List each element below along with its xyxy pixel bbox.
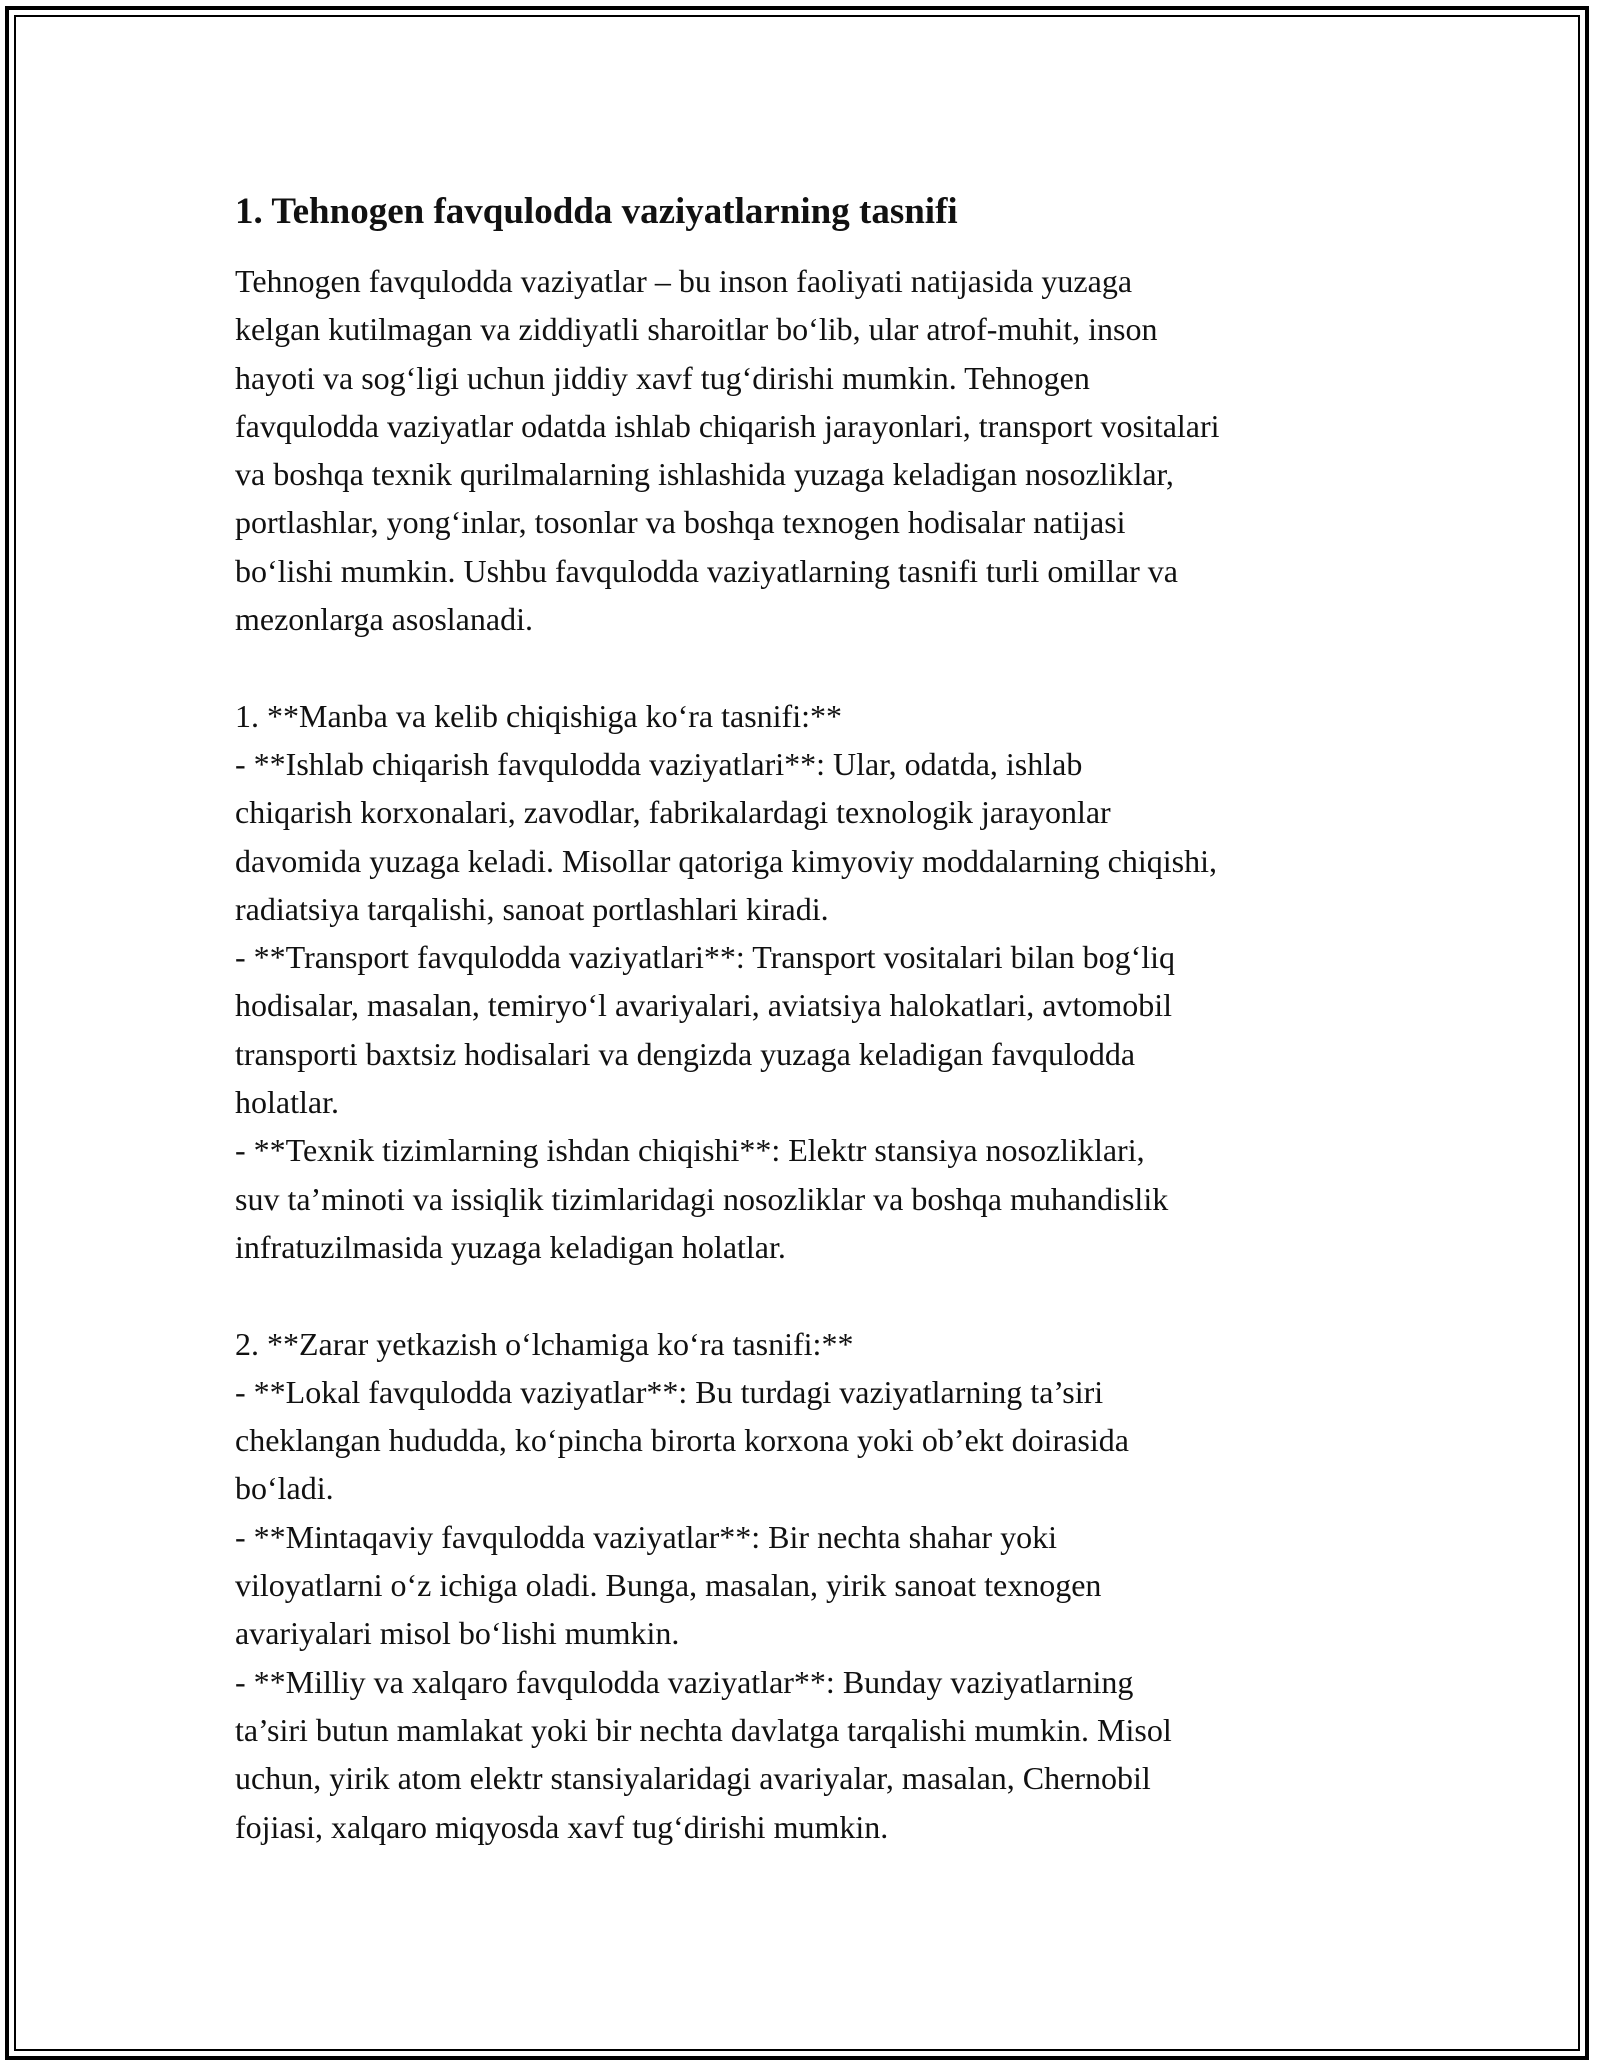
section-heading: 1. Tehnogen favqulodda vaziyatlarning tasnifi [235, 191, 958, 232]
body-text: Tehnogen favqulodda vaziyatlar – bu inson faoliyati natijasida yuzaga kelgan kutilmagan va ziddiyatli sharoitlar bo‘lib, ular atrof-muhit, inson hayoti va sog‘ligi uchun jiddiy xavf tug‘dirishi mumkin. Tehnogen favqulodda vaziyatlar odatda ishlab chiqarish jarayonlari, transport vositalari va boshqa texnik qurilmalarning ishlashida yuzaga keladigan nosozliklar, portlashlar, yong‘inlar, tosonlar va boshqa texnogen hodisalar natijasi bo‘lishi mumkin. Ushbu favqulodda vaziyatlarning tasnifi turli omillar va mezonlarga asoslanadi. 1. **Manba va kelib chiqishiga ko‘ra tasnifi:** - **Ishlab chiqarish favqulodda vaziyatlari**: Ular, odatda, ishlab chiqarish korxonalari, zavodlar, fabrikalardagi texnologik jarayonlar davomida yuzaga keladi. Misollar qatoriga kimyoviy moddalarning chiqishi, radiatsiya tarqalishi, sanoat portlashlari kiradi. - **Transport favqulodda vaziyatlari**: Transport vositalari bilan bog‘liq hodisalar, masalan, temiryo‘l avariyalari, aviatsiya halokatlari, avtomobil transporti baxtsiz hodisalari va dengizda yuzaga keladigan favqulodda holatlar. - **Texnik tizimlarning ishdan chiqishi**: Elektr stansiya nosozliklari, suv ta’minoti va issiqlik tizimlaridagi nosozliklar va boshqa muhandislik infratuzilmasida yuzaga keladigan holatlar. 2. **Zarar yetkazish o‘lchamiga ko‘ra tasnifi:** - **Lokal favqulodda vaziyatlar**: Bu turdagi vaziyatlarning ta’siri cheklangan hududda, ko‘pincha birorta korxona yoki ob’ekt doirasida bo‘ladi. - **Mintaqaviy favqulodda vaziyatlar**: Bir nechta shahar yoki viloyatlarni o‘z ichiga oladi. Bunga, masalan, yirik sanoat texnogen avariyalari misol bo‘lishi mumkin. - **Milliy va xalqaro favqulodda vaziyatlar**: Bunday vaziyatlarning ta’siri butun mamlakat yoki bir nechta davlatga tarqalishi mumkin. Misol uchun, yirik atom elektr stansiyalaridagi avariyalar, masalan, Chernobil fojiasi, xalqaro miqyosda xavf tug‘dirishi mumkin. [235, 263, 1220, 1845]
document-content [235, 188, 1375, 1851]
